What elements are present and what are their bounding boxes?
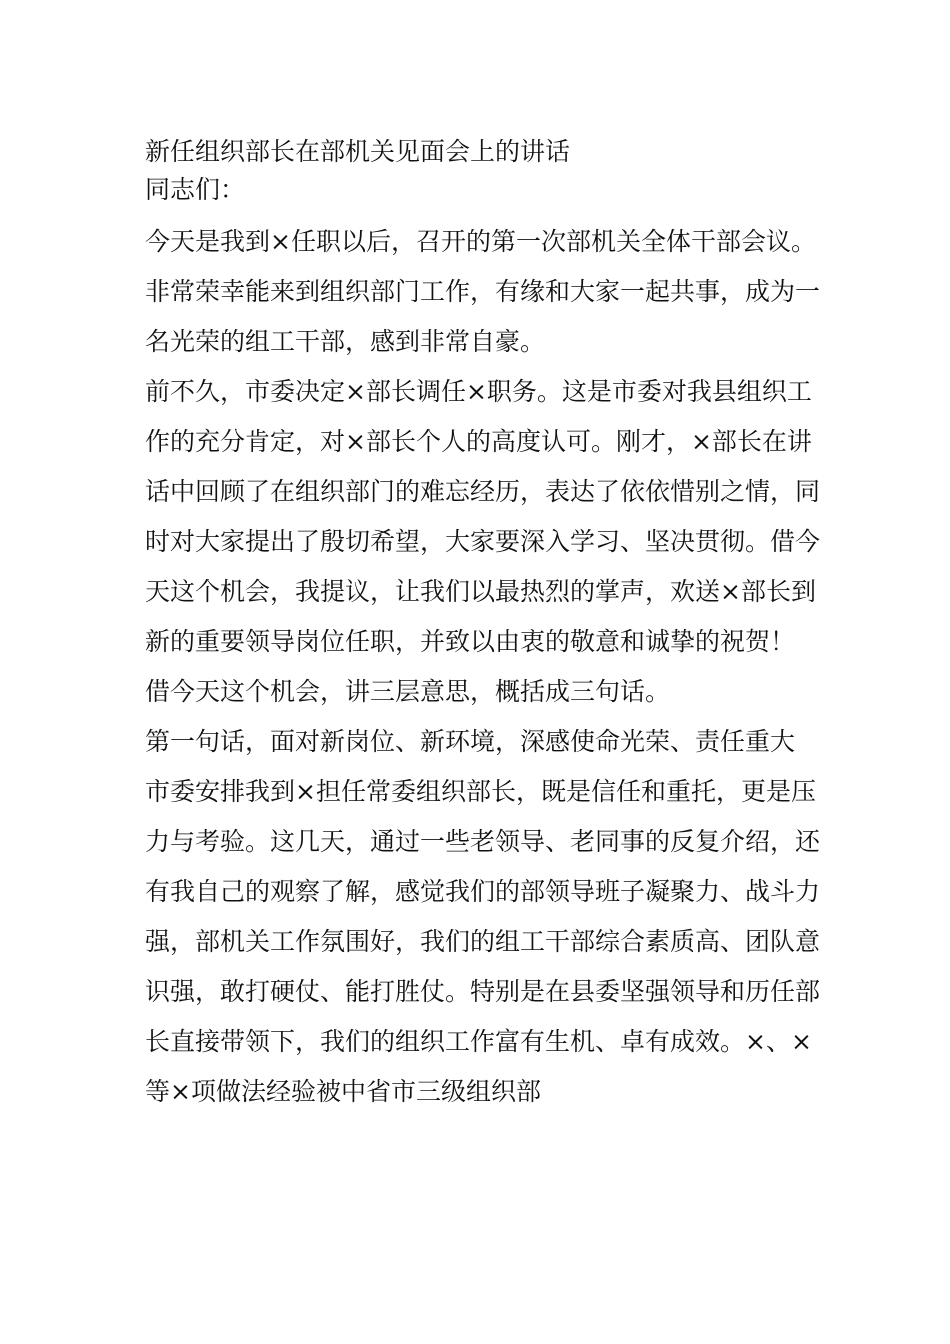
document-title: 新任组织部长在部机关见面会上的讲话 bbox=[145, 137, 571, 166]
paragraph-farewell: 前不久，市委决定×部长调任×职务。这是市委对我县组织工作的充分肯定，对×部长个人的高度认可。刚才，×部长在讲话中回顾了在组织部门的难忘经历，表达了依依惜别之情，同时对大家提出了殷切希望，大家要深入学习、坚决贯彻。借今天这个机会，我提议，让我们以最热烈的掌声，欢送×部长到新的重要领导岗位任职，并致以由衷的敬意和诚挚的祝贺！ bbox=[145, 377, 821, 656]
document-body bbox=[145, 133, 825, 1117]
paragraph-opening: 今天是我到×任职以后，召开的第一次部机关全体干部会议。非常荣幸能来到组织部门工作，有缘和大家一起共事，成为一名光荣的组工干部，感到非常自豪。 bbox=[145, 227, 821, 356]
paragraph-outline: 借今天这个机会，讲三层意思，概括成三句话。 bbox=[145, 677, 671, 706]
paragraph-first-point: 市委安排我到×担任常委组织部长，既是信任和重托，更是压力与考验。这几天，通过一些老领导、老同事的反复介绍，还有我自己的观察了解，感觉我们的部领导班子凝聚力、战斗力强，部机关工作氛围好，我们的组工干部综合素质高、团队意识强，敢打硬仗、能打胜仗。特别是在县委坚强领导和历任部长直接带领下，我们的组织工作富有生机、卓有成效。×、×等×项做法经验被中省市三级组织部 bbox=[145, 777, 821, 1106]
section-heading-first: 第一句话，面对新岗位、新环境，深感使命光荣、责任重大 bbox=[145, 727, 796, 756]
salutation: 同志们： bbox=[145, 175, 246, 204]
